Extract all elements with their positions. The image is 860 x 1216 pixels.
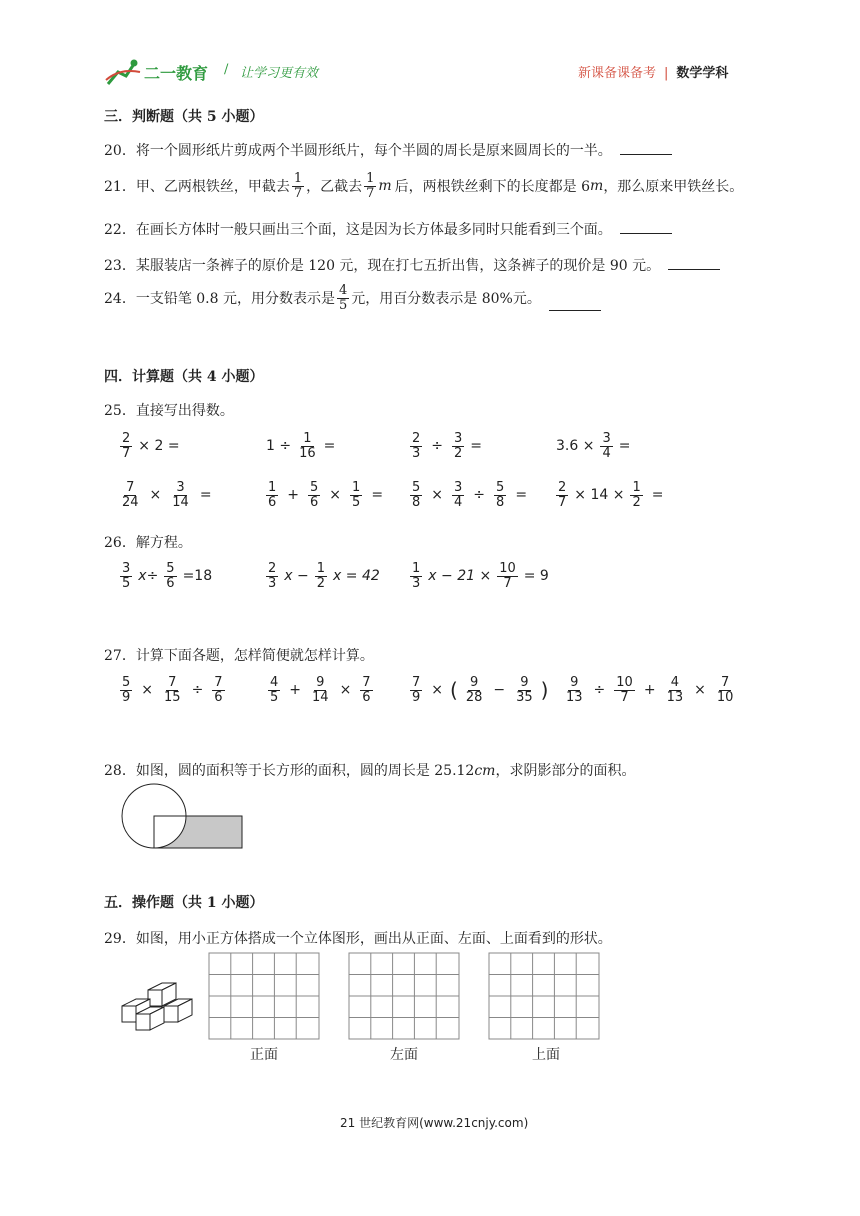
times-sign: × xyxy=(141,682,154,699)
question-22-text: 22．在画长方体时一般只画出三个面，这是因为长方体最多同时只能看到三个面。 xyxy=(104,222,612,238)
denominator: 5 xyxy=(122,575,131,591)
times-sign: × xyxy=(149,487,162,504)
numerator: 1 xyxy=(412,561,421,576)
logo xyxy=(104,58,208,86)
numerator: 7 xyxy=(720,675,730,690)
fraction xyxy=(120,676,132,704)
numerator: 5 xyxy=(496,480,505,495)
numerator: 4 xyxy=(670,675,679,690)
numerator: 3 xyxy=(176,480,185,495)
times-sign: × xyxy=(431,682,444,699)
fraction xyxy=(410,432,422,460)
denominator: 14 xyxy=(312,689,329,705)
denominator: 3 xyxy=(412,575,421,591)
expr-tail: x = 42 xyxy=(333,568,380,585)
fraction xyxy=(162,676,183,704)
answer-blank[interactable] xyxy=(620,142,672,155)
numerator: 3 xyxy=(122,561,131,576)
runner-logo-icon xyxy=(104,58,144,86)
fraction xyxy=(410,562,422,590)
q27-expr-2 xyxy=(266,676,375,704)
numerator: 3 xyxy=(454,431,463,446)
numerator: 1 xyxy=(366,171,375,186)
numerator: 5 xyxy=(412,480,421,495)
denominator: 6 xyxy=(166,575,175,591)
fraction xyxy=(497,562,518,590)
numerator: 2 xyxy=(558,480,567,495)
fraction xyxy=(297,432,318,460)
fraction xyxy=(630,481,642,509)
fraction xyxy=(494,481,506,509)
denominator: 5 xyxy=(338,297,348,313)
denominator: 2 xyxy=(316,575,326,591)
numerator: 7 xyxy=(168,675,177,690)
fraction xyxy=(350,481,362,509)
expr-head: 3.6 × xyxy=(556,438,595,455)
answer-blank[interactable] xyxy=(668,257,720,270)
fraction xyxy=(120,432,132,460)
grid-left-view[interactable] xyxy=(348,952,460,1040)
denominator: 5 xyxy=(270,689,279,705)
unit-m: m xyxy=(590,178,604,195)
denominator: 6 xyxy=(214,689,223,705)
fraction xyxy=(452,481,464,509)
question-28 xyxy=(104,760,635,780)
grid-top-view[interactable] xyxy=(488,952,600,1040)
denominator: 2 xyxy=(454,445,463,461)
numerator: 3 xyxy=(602,431,611,446)
caption-front: 正面 xyxy=(250,1047,278,1063)
fraction xyxy=(315,562,327,590)
expr-tail: = 9 xyxy=(523,568,549,585)
fraction xyxy=(360,676,372,704)
numerator: 7 xyxy=(412,675,421,690)
answer-blank[interactable] xyxy=(620,221,672,234)
q25-expr-1 xyxy=(118,432,180,460)
expr-tail: = xyxy=(323,438,336,455)
equals-sign: = xyxy=(651,487,664,504)
question-26: 26．解方程。 xyxy=(104,535,192,551)
denominator: 6 xyxy=(268,494,277,510)
numerator: 1 xyxy=(303,431,312,446)
unit-cm: cm xyxy=(474,763,496,779)
fraction xyxy=(556,481,568,509)
numerator: 1 xyxy=(316,561,326,576)
denominator: 8 xyxy=(412,494,421,510)
variable-x: x − 21 × xyxy=(428,568,492,585)
numerator: 1 xyxy=(268,480,277,495)
expr-tail: = xyxy=(618,438,631,455)
question-24 xyxy=(104,284,601,312)
fraction xyxy=(310,676,331,704)
header-tagline: 新课备课备考 xyxy=(578,66,657,81)
numerator: 10 xyxy=(616,675,633,690)
denominator: 2 xyxy=(632,494,641,510)
denominator: 3 xyxy=(412,445,421,461)
question-25: 25．直接写出得数。 xyxy=(104,403,234,419)
q26-equation-2 xyxy=(264,562,380,590)
numerator: 7 xyxy=(126,480,135,495)
fraction xyxy=(614,676,635,704)
numerator: 2 xyxy=(412,431,421,446)
unit-m: m xyxy=(378,178,392,195)
denominator: 9 xyxy=(122,689,131,705)
denominator: 13 xyxy=(666,689,684,705)
times-sign: × xyxy=(694,682,706,699)
numerator: 9 xyxy=(570,675,579,690)
q25-expr-5 xyxy=(118,481,215,509)
header-separator: | xyxy=(664,66,669,81)
caption-left: 左面 xyxy=(390,1047,418,1063)
fraction xyxy=(410,481,422,509)
times-sign: × xyxy=(339,682,352,699)
variable-x: x − xyxy=(284,568,309,585)
cube-stack-figure xyxy=(118,976,206,1042)
fraction xyxy=(514,676,535,704)
question-29: 29．如图，用小正方体搭成一个立体图形，画出从正面、左面、上面看到的形状。 xyxy=(104,931,612,947)
caption-top: 上面 xyxy=(532,1047,560,1063)
denominator: 6 xyxy=(362,689,371,705)
q21-part-c: 后，两根铁丝剩下的长度都是 6 xyxy=(394,179,591,196)
denominator: 3 xyxy=(268,575,277,591)
fraction xyxy=(564,676,585,704)
logo-text: 二一教育 xyxy=(144,63,209,83)
denominator: 16 xyxy=(299,445,316,461)
numerator: 1 xyxy=(632,480,641,495)
fraction xyxy=(212,676,224,704)
variable-x: x÷ xyxy=(138,568,159,585)
numerator: 9 xyxy=(316,675,325,690)
question-27: 27．计算下面各题，怎样简便就怎样计算。 xyxy=(104,648,374,664)
denominator: 7 xyxy=(620,689,629,705)
expr-tail: = xyxy=(470,438,483,455)
numerator: 1 xyxy=(352,480,361,495)
fraction xyxy=(364,172,376,200)
numerator: 2 xyxy=(268,561,277,576)
fraction xyxy=(120,562,132,590)
divide-sign: ÷ xyxy=(431,438,444,455)
denominator: 6 xyxy=(310,494,319,510)
denominator: 4 xyxy=(454,494,463,510)
divide-sign: ÷ xyxy=(191,682,204,699)
numerator: 10 xyxy=(499,561,516,576)
q28-part-b: ，求阴影部分的面积。 xyxy=(495,763,636,779)
expr-head: 1 ÷ xyxy=(266,438,292,455)
denominator: 35 xyxy=(516,689,533,705)
fraction xyxy=(410,676,422,704)
fraction xyxy=(164,562,176,590)
question-20-text: 20．将一个圆形纸片剪成两个半圆形纸片，每个半圆的周长是原来圆周长的一半。 xyxy=(104,143,612,159)
question-21 xyxy=(104,172,743,200)
times-sign: × xyxy=(431,487,444,504)
plus-sign: + xyxy=(643,682,656,699)
plus-sign: + xyxy=(289,682,302,699)
numerator: 7 xyxy=(362,675,371,690)
q21-part-b: ，乙截去 xyxy=(306,179,363,196)
minus-sign: − xyxy=(493,682,506,699)
numerator: 9 xyxy=(520,675,529,690)
plus-sign: + xyxy=(287,487,300,504)
numerator: 5 xyxy=(310,480,319,495)
times-sign: × xyxy=(329,487,342,504)
denominator: 28 xyxy=(465,689,483,705)
question-23-text: 23．某服装店一条裤子的原价是 120 元，现在打七五折出售，这条裤子的现价是 90 元。 xyxy=(104,258,661,274)
fraction xyxy=(120,481,141,509)
numerator: 7 xyxy=(214,675,223,690)
q26-equation-3 xyxy=(408,562,549,590)
denominator: 10 xyxy=(716,689,734,705)
expr-tail: × 2 = xyxy=(138,438,180,455)
fraction xyxy=(266,481,278,509)
left-paren: ( xyxy=(450,678,458,703)
denominator: 7 xyxy=(558,494,567,510)
expr-middle: × 14 × xyxy=(574,487,625,504)
divide-sign: ÷ xyxy=(593,682,606,699)
fraction xyxy=(308,481,320,509)
denominator: 13 xyxy=(566,689,583,705)
fraction xyxy=(665,676,686,704)
q21-part-a: 21．甲、乙两根铁丝，甲截去 xyxy=(104,179,290,196)
numerator: 5 xyxy=(122,675,131,690)
numerator: 9 xyxy=(469,675,479,690)
q25-expr-2 xyxy=(266,432,335,460)
denominator: 4 xyxy=(602,445,611,461)
denominator: 7 xyxy=(503,575,512,591)
q24-part-a: 24．一支铅笔 0.8 元，用分数表示是 xyxy=(104,291,335,308)
denominator: 24 xyxy=(122,494,139,510)
denominator: 9 xyxy=(412,689,421,705)
denominator: 7 xyxy=(122,445,131,461)
divide-sign: ÷ xyxy=(473,487,486,504)
q25-expr-7 xyxy=(408,481,530,509)
circle-rectangle-figure xyxy=(118,780,248,850)
question-23 xyxy=(104,255,720,275)
q27-expr-1 xyxy=(118,676,227,704)
q27-expr-4 xyxy=(562,676,737,704)
numerator: 3 xyxy=(454,480,463,495)
right-paren: ) xyxy=(540,678,549,703)
grid-front-view[interactable] xyxy=(208,952,320,1040)
equals-sign: = xyxy=(515,487,528,504)
denominator: 14 xyxy=(172,494,189,510)
denominator: 7 xyxy=(293,185,303,201)
q26-equation-1 xyxy=(118,562,212,590)
denominator: 5 xyxy=(352,494,361,510)
q25-expr-8 xyxy=(554,481,666,509)
numerator: 4 xyxy=(338,283,348,298)
fraction xyxy=(464,676,485,704)
denominator: 15 xyxy=(164,689,181,705)
numerator: 1 xyxy=(293,171,303,186)
page-footer: 21 世纪教育网(www.21cnjy.com) xyxy=(340,1116,529,1130)
section-3-title: 三．判断题（共 5 小题） xyxy=(104,109,264,125)
logo-slash: / xyxy=(224,62,229,77)
fraction xyxy=(266,562,278,590)
header-right xyxy=(578,62,728,81)
question-20 xyxy=(104,140,672,160)
section-5-title: 五．操作题（共 1 小题） xyxy=(104,895,264,911)
header-subject: 数学学科 xyxy=(676,66,729,81)
q25-expr-6 xyxy=(264,481,386,509)
numerator: 2 xyxy=(122,431,131,446)
denominator: 7 xyxy=(366,185,375,201)
equals-sign: = xyxy=(371,487,384,504)
denominator: 8 xyxy=(496,494,505,510)
fraction xyxy=(600,432,612,460)
q25-expr-4 xyxy=(556,432,630,460)
q21-part-d: ，那么原来甲铁丝长。 xyxy=(603,179,744,196)
q27-expr-3 xyxy=(408,676,548,704)
q24-part-b: 元，用百分数表示是 80%元。 xyxy=(351,291,541,308)
question-22 xyxy=(104,219,672,239)
section-4-title: 四．计算题（共 4 小题） xyxy=(104,369,264,385)
q25-expr-3 xyxy=(408,432,482,460)
numerator: 5 xyxy=(166,561,175,576)
fraction xyxy=(268,676,280,704)
answer-blank[interactable] xyxy=(549,298,601,311)
fraction xyxy=(292,172,304,200)
equals-sign: = xyxy=(199,487,212,504)
fraction xyxy=(715,676,736,704)
q28-part-a: 28．如图，圆的面积等于长方形的面积，圆的周长是 25.12 xyxy=(104,763,475,779)
numerator: 4 xyxy=(270,675,279,690)
fraction xyxy=(452,432,464,460)
fraction xyxy=(337,284,349,312)
header-slogan: 让学习更有效 xyxy=(240,66,319,81)
expr-tail: =18 xyxy=(182,568,213,585)
fraction xyxy=(170,481,191,509)
